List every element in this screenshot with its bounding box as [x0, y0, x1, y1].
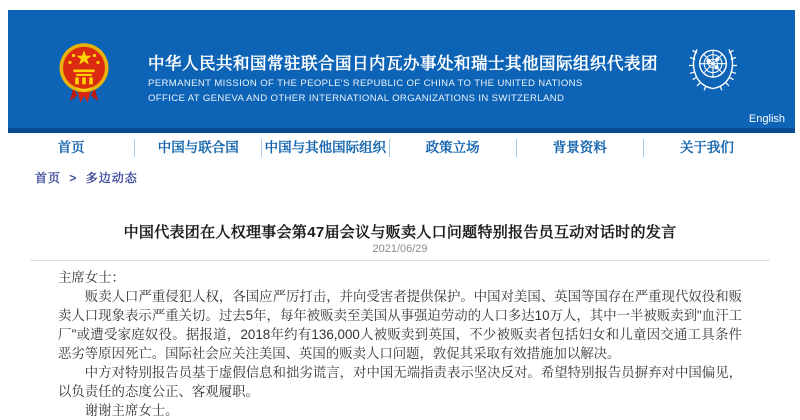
site-title-zh: 中华人民共和国常驻联合国日内瓦办事处和瑞士其他国际组织代表团 — [148, 55, 658, 73]
nav-item-china-un[interactable]: 中国与联合国 — [134, 139, 261, 157]
un-emblem-icon — [681, 37, 745, 101]
prc-national-emblem-icon — [56, 41, 112, 105]
nav-item-about-us[interactable]: 关于我们 — [643, 139, 770, 157]
nav-item-background-info[interactable]: 背景资料 — [516, 139, 643, 157]
article-title: 中国代表团在人权理事会第47届会议与贩卖人口问题特别报告员互动对话时的发言 — [123, 224, 677, 241]
article-paragraph-1: 贩卖人口严重侵犯人权，各国应严厉打击，并向受害者提供保护。中国对美国、英国等国存在严重现代奴役和贩卖人口现象表示严重关切。过去5年，每年被贩卖至美国从事强迫劳动的人口多达10万人，其中一半被贩卖到"血汗工厂"或遭受家庭奴役。据报道，2018年约有136,000人被贩卖到英国，不少被贩卖者包括妇女和儿童因交通工具条件恶劣等原因死亡。国际社会应关注美国、英国的贩卖人口问题，敦促其采取有效措施加以解决。 — [58, 289, 742, 361]
article-body — [58, 268, 742, 420]
breadcrumb — [35, 169, 138, 186]
title-divider — [30, 260, 770, 261]
article-paragraph-thanks: 谢谢主席女士。 — [84, 403, 179, 418]
main-nav — [8, 134, 770, 162]
article-paragraph-2: 中方对特别报告员基于虚假信息和拙劣谎言，对中国无端指责表示坚决反对。希望特别报告员摒弃对中国偏见，以负责任的态度公正、客观履职。 — [58, 365, 742, 399]
header-text-block — [148, 50, 658, 104]
nav-item-home[interactable]: 首页 — [57, 140, 85, 155]
nav-item-china-other-intl-orgs[interactable]: 中国与其他国际组织 — [261, 139, 388, 157]
breadcrumb-home-link[interactable]: 首页 — [35, 171, 62, 185]
breadcrumb-separator: > — [69, 171, 78, 185]
site-header — [8, 10, 795, 128]
language-switch-link[interactable]: English — [748, 113, 785, 125]
breadcrumb-current: 多边动态 — [85, 171, 138, 185]
article-date: 2021/06/29 — [372, 243, 428, 255]
header-bottom-strip — [8, 128, 795, 133]
site-subtitle-en-2: OFFICE AT GENEVA AND OTHER INTERNATIONAL ORGANIZATIONS IN SWITZERLAND — [148, 93, 565, 104]
site-subtitle-en-1: PERMANENT MISSION OF THE PEOPLE'S REPUBLIC OF CHINA TO THE UNITED NATIONS — [148, 78, 583, 89]
nav-item-policy-positions[interactable]: 政策立场 — [389, 139, 516, 157]
article-paragraph-salutation: 主席女士： — [58, 270, 125, 285]
